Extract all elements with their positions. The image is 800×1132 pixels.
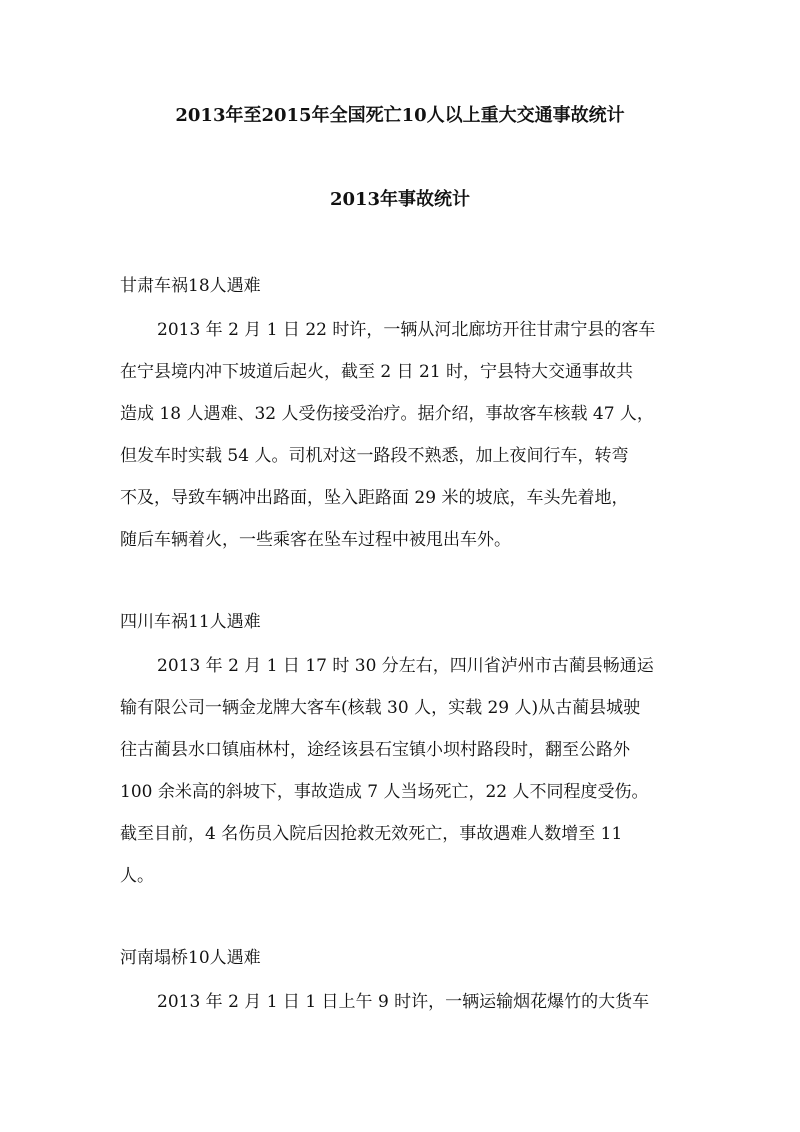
paragraph-line: 截至目前，4 名伤员入院后因抢救无效死亡，事故遇难人数增至 11 [120, 824, 623, 844]
document-subtitle: 2013年事故统计 [329, 189, 471, 210]
paragraph-line: 不及，导致车辆冲出路面，坠入距路面 29 米的坡底，车头先着地， [120, 488, 629, 508]
section-heading: 四川车祸11人遇难 [120, 612, 261, 632]
paragraph-line: 2013 年 2 月 1 日 1 日上午 9 时许，一辆运输烟花爆竹的大货车 [157, 992, 650, 1012]
document-title: 2013年至2015年全国死亡10人以上重大交通事故统计 [175, 105, 625, 126]
paragraph-line: 人。 [120, 866, 154, 886]
paragraph-line: 在宁县境内冲下坡道后起火，截至 2 日 21 时，宁县特大交通事故共 [120, 362, 634, 382]
section-heading: 河南塌桥10人遇难 [120, 948, 261, 968]
paragraph-line: 往古蔺县水口镇庙林村，途经该县石宝镇小坝村路段时，翻至公路外 [120, 740, 630, 760]
paragraph-line: 100 余米高的斜坡下，事故造成 7 人当场死亡，22 人不同程度受伤。 [120, 782, 649, 802]
paragraph-line: 但发车时实载 54 人。司机对这一路段不熟悉，加上夜间行车，转弯 [120, 446, 629, 466]
paragraph-line: 造成 18 人遇难、32 人受伤接受治疗。据介绍，事故客车核载 47 人， [120, 404, 654, 424]
paragraph-line: 随后车辆着火，一些乘客在坠车过程中被甩出车外。 [120, 530, 511, 550]
paragraph-line: 输有限公司一辆金龙牌大客车(核载 30 人，实载 29 人)从古蔺县城驶 [120, 698, 641, 718]
section-heading: 甘肃车祸18人遇难 [120, 276, 261, 296]
paragraph-line: 2013 年 2 月 1 日 22 时许，一辆从河北廊坊开往甘肃宁县的客车 [157, 320, 656, 340]
paragraph-line: 2013 年 2 月 1 日 17 时 30 分左右，四川省泸州市古蔺县畅通运 [157, 656, 654, 676]
